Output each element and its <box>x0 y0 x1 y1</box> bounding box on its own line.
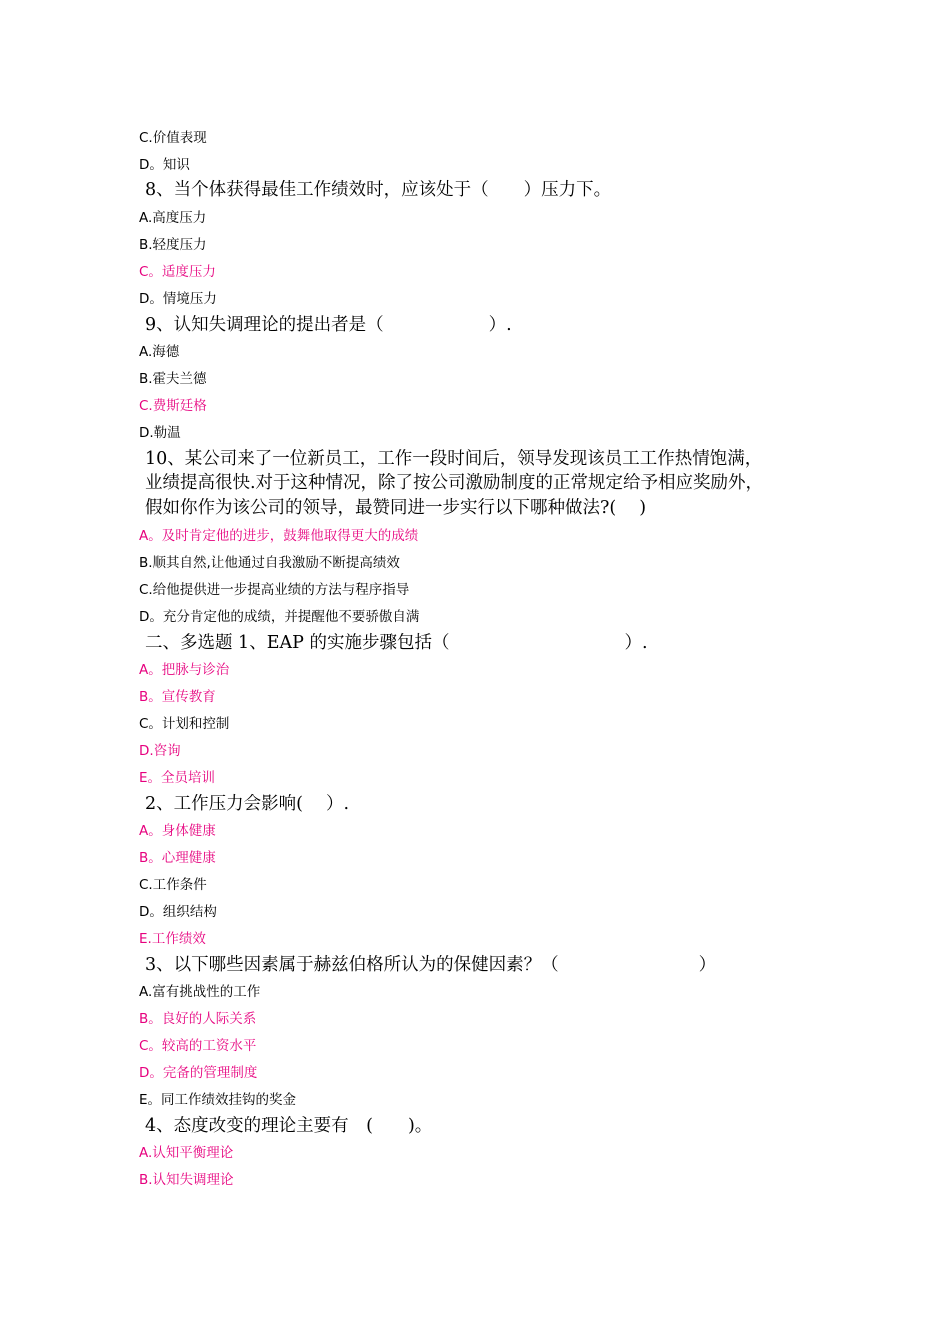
option-b-publicity: B。宣传教育 <box>139 689 216 705</box>
option-c-high-salary: C。较高的工资水平 <box>139 1038 257 1054</box>
question-10-line-3: 假如你作为该公司的领导，最赞同进一步实行以下哪种做法?( ) <box>145 498 647 518</box>
option-d-knowledge: D。知识 <box>139 157 190 173</box>
section-2-question-3: 3、以下哪些因素属于赫兹伯格所认为的保健因素？（ ） <box>145 955 717 975</box>
option-d-situational-pressure: D。情境压力 <box>139 291 217 307</box>
option-d-remind-not-proud: D。充分肯定他的成绩，并提醒他不要骄傲自满 <box>139 609 420 625</box>
option-c-work-conditions: C.工作条件 <box>139 877 207 893</box>
question-10-line-2: 业绩提高很快.对于这种情况，除了按公司激励制度的正常规定给予相应奖励外， <box>145 473 764 493</box>
option-d-lewin: D.勒温 <box>139 425 181 441</box>
option-a-high-pressure: A.高度压力 <box>139 210 207 226</box>
option-c-provide-methods: C.给他提供进一步提高业绩的方法与程序指导 <box>139 582 410 598</box>
question-8: 8、当个体获得最佳工作绩效时，应该处于（ ）压力下。 <box>145 180 612 200</box>
section-2-question-2: 2、工作压力会影响( ）. <box>145 794 350 814</box>
option-e-training: E。全员培训 <box>139 770 216 786</box>
option-a-balance-theory: A.认知平衡理论 <box>139 1145 234 1161</box>
option-b-dissonance-theory: B.认知失调理论 <box>139 1172 234 1188</box>
option-b-light-pressure: B.轻度压力 <box>139 237 207 253</box>
option-e-performance: E.工作绩效 <box>139 931 206 947</box>
option-c-moderate-pressure: C。适度压力 <box>139 264 216 280</box>
option-d-consulting: D.咨询 <box>139 743 181 759</box>
question-10-line-1: 10、某公司来了一位新员工，工作一段时间后，领导发现该员工工作热情饱满， <box>145 449 763 469</box>
option-c-value-expression: C.价值表现 <box>139 130 207 146</box>
option-a-heider: A.海德 <box>139 344 180 360</box>
option-b-hovland: B.霍夫兰德 <box>139 371 207 387</box>
option-b-mental-health: B。心理健康 <box>139 850 216 866</box>
option-a-challenging-work: A.富有挑战性的工作 <box>139 984 261 1000</box>
option-c-plan-control: C。计划和控制 <box>139 716 230 732</box>
option-d-org-structure: D。组织结构 <box>139 904 217 920</box>
option-a-affirm-progress: A。及时肯定他的进步，鼓舞他取得更大的成绩 <box>139 528 419 544</box>
option-e-performance-bonus: E。同工作绩效挂钩的奖金 <box>139 1092 297 1108</box>
question-9: 9、认知失调理论的提出者是（ ）. <box>145 315 512 335</box>
section-2-question-1: 二、多选题 1、EAP 的实施步骤包括（ ）. <box>145 633 648 653</box>
option-b-relationships: B。良好的人际关系 <box>139 1011 257 1027</box>
option-b-let-it-be: B.顺其自然,让他通过自我激励不断提高绩效 <box>139 555 400 571</box>
section-2-question-4: 4、态度改变的理论主要有 ( )。 <box>145 1116 433 1136</box>
option-a-physical-health: A。身体健康 <box>139 823 216 839</box>
option-a-diagnosis: A。把脉与诊治 <box>139 662 230 678</box>
option-d-management-system: D。完备的管理制度 <box>139 1065 258 1081</box>
option-c-festinger: C.费斯廷格 <box>139 398 207 414</box>
